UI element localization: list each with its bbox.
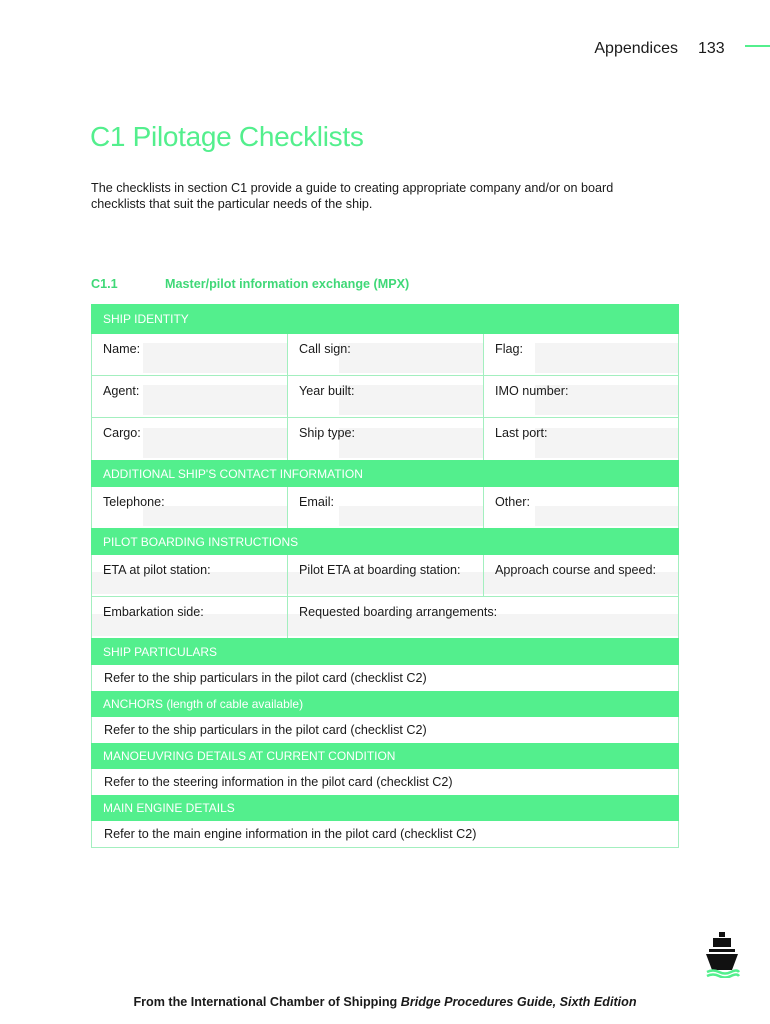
other-contact-field[interactable]: Other:	[484, 487, 678, 528]
year-built-field[interactable]: Year built:	[288, 376, 484, 417]
flag-field[interactable]: Flag:	[484, 334, 678, 375]
page-title: C1 Pilotage Checklists	[90, 121, 364, 152]
boarding-row	[91, 555, 679, 597]
manoeuvring-text: Refer to the steering information in the pilot card (checklist C2)	[91, 769, 679, 795]
embarkation-side-field[interactable]: Embarkation side:	[92, 597, 288, 638]
boarding-arrangements-field[interactable]: Requested boarding arrangements:	[288, 597, 678, 638]
contact-heading: ADDITIONAL SHIP'S CONTACT INFORMATION	[91, 460, 679, 487]
approach-course-field[interactable]: Approach course and speed:	[484, 555, 678, 596]
footer-prefix: From the International Chamber of Shipping	[133, 995, 401, 1009]
boarding-row	[91, 597, 679, 638]
header-rule	[745, 45, 770, 47]
footer-book-title: Bridge Procedures Guide, Sixth Edition	[400, 995, 637, 1009]
contact-row	[91, 487, 679, 528]
intro-paragraph: The checklists in section C1 provide a guide to creating appropriate company and/or on board checklists that suit the particular needs of the ship.	[91, 181, 614, 211]
telephone-field[interactable]: Telephone:	[92, 487, 288, 528]
section-number: C1.1	[91, 277, 118, 291]
eta-pilot-station-field[interactable]: ETA at pilot station:	[92, 555, 288, 596]
ship-identity-row	[91, 418, 679, 460]
manoeuvring-heading: MANOEUVRING DETAILS AT CURRENT CONDITION	[91, 743, 679, 769]
pilot-eta-boarding-field[interactable]: Pilot ETA at boarding station:	[288, 555, 484, 596]
last-port-field[interactable]: Last port:	[484, 418, 678, 460]
agent-field[interactable]: Agent:	[92, 376, 288, 417]
email-field[interactable]: Email:	[288, 487, 484, 528]
particulars-heading: SHIP PARTICULARS	[91, 638, 679, 665]
page-footer	[0, 995, 770, 1009]
ship-identity-row	[91, 334, 679, 376]
ship-type-field[interactable]: Ship type:	[288, 418, 484, 460]
page-header	[0, 40, 770, 62]
ship-identity-heading: SHIP IDENTITY	[91, 304, 679, 334]
particulars-text: Refer to the ship particulars in the pilot card (checklist C2)	[91, 665, 679, 691]
anchors-text: Refer to the ship particulars in the pilot card (checklist C2)	[91, 717, 679, 743]
ship-icon	[704, 932, 740, 978]
header-section-title: Appendices	[594, 40, 678, 57]
mpx-form	[91, 304, 679, 848]
engine-text: Refer to the main engine information in the pilot card (checklist C2)	[91, 821, 679, 848]
engine-heading: MAIN ENGINE DETAILS	[91, 795, 679, 821]
anchors-heading: ANCHORS (length of cable available)	[91, 691, 679, 717]
call-sign-field[interactable]: Call sign:	[288, 334, 484, 375]
section-title: Master/pilot information exchange (MPX)	[165, 277, 410, 291]
boarding-heading: PILOT BOARDING INSTRUCTIONS	[91, 528, 679, 555]
header-page-number: 133	[698, 40, 725, 57]
cargo-field[interactable]: Cargo:	[92, 418, 288, 460]
ship-identity-row	[91, 376, 679, 418]
imo-number-field[interactable]: IMO number:	[484, 376, 678, 417]
name-field[interactable]: Name:	[92, 334, 288, 375]
